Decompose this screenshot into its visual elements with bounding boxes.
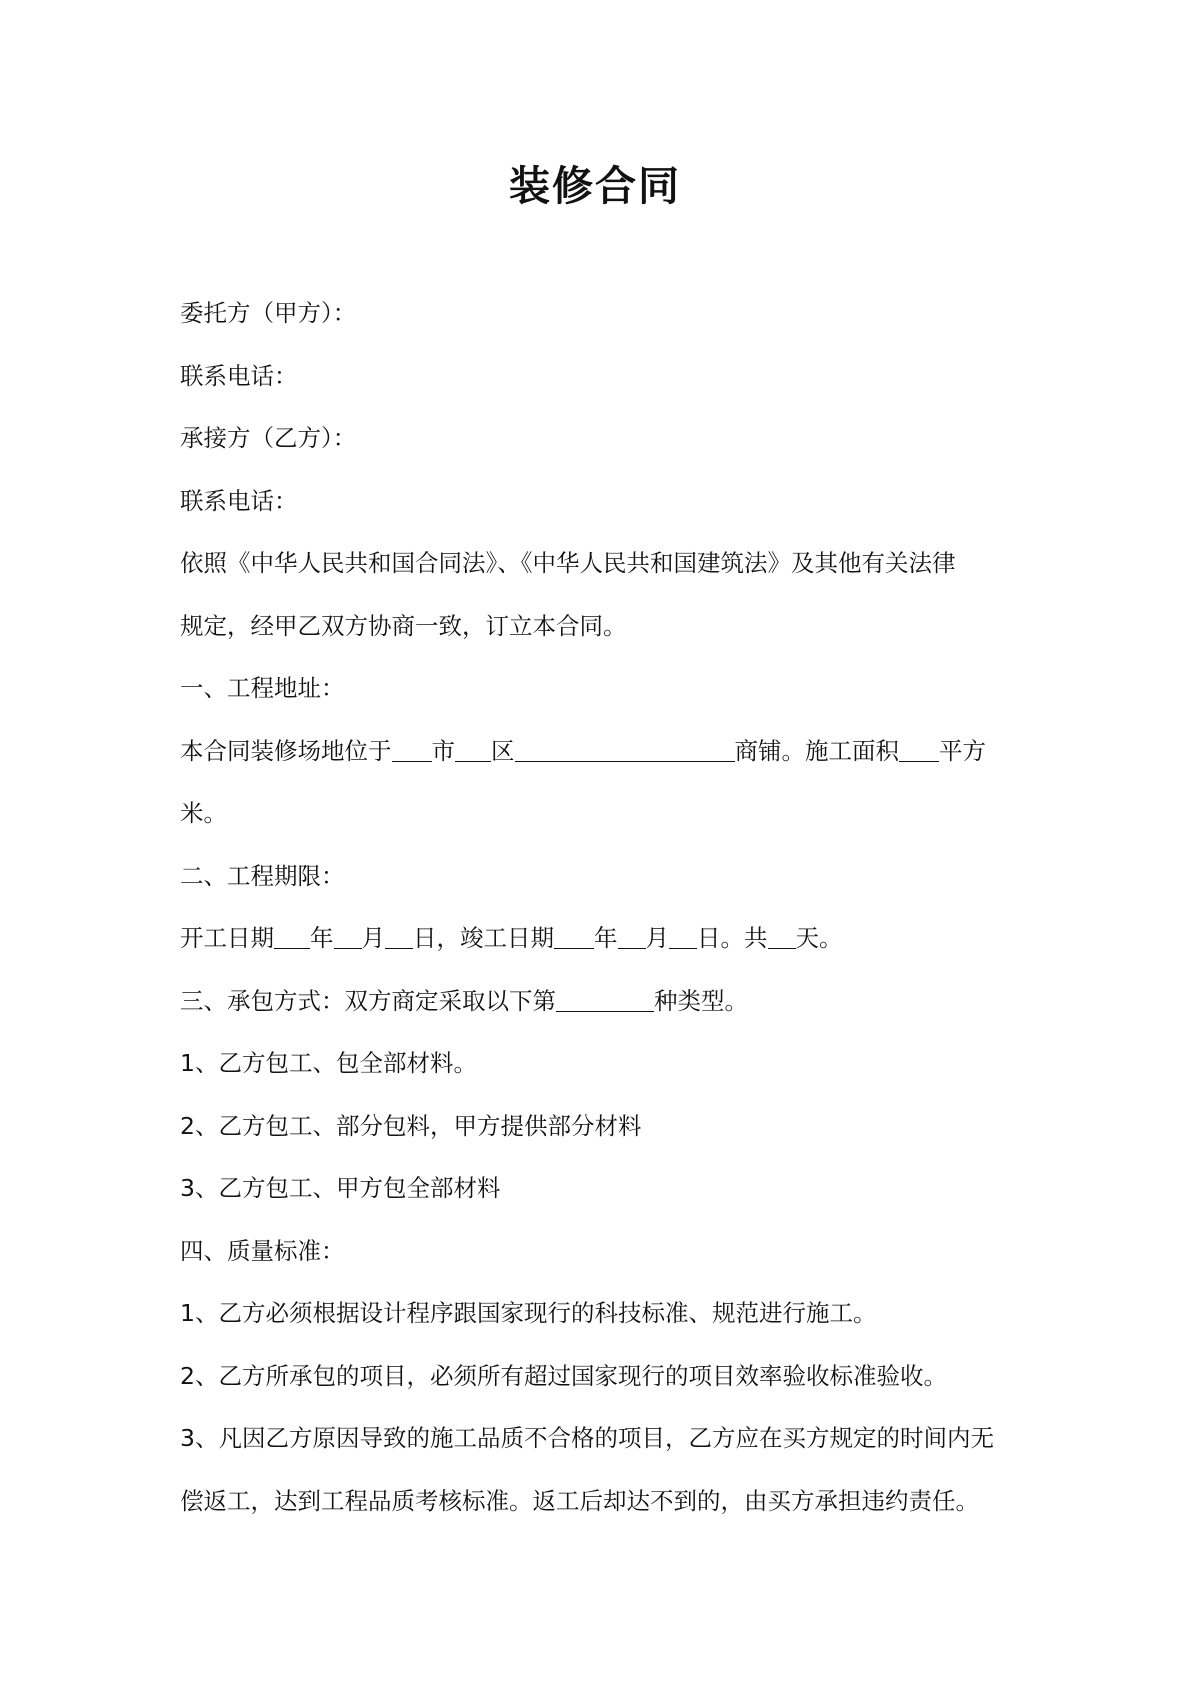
section-1-unit-line: 米。: [180, 799, 227, 827]
text-segment: 区: [491, 736, 515, 765]
section-4-item-3: 3、凡因乙方原因导致的施工品质不合格的项目，乙方应在买方规定的时间内无: [180, 1424, 994, 1452]
text-segment: 年: [310, 924, 334, 952]
area-blank: [899, 735, 939, 762]
text-segment: 日，竣工日期: [413, 924, 554, 952]
section-1-heading: 一、工程地址：: [180, 674, 345, 702]
start-month-blank: [334, 922, 362, 949]
section-3-item-3: 3、乙方包工、甲方包全部材料: [180, 1174, 501, 1202]
text-segment: 三、承包方式：双方商定采取以下第: [180, 986, 556, 1015]
text-segment: 商铺。施工面积: [734, 736, 899, 765]
section-1-address-line: [180, 720, 1020, 783]
preamble-line-1: 依照《中华人民共和国合同法》、《中华人民共和国建筑法》及其他有关法律: [180, 549, 956, 577]
party-b-label: 承接方（乙方）：: [180, 424, 357, 452]
text-segment: 种类型。: [654, 986, 748, 1015]
text-segment: 市: [431, 736, 455, 765]
party-b-phone-label: 联系电话：: [180, 486, 298, 515]
section-2-heading: 二、工程期限：: [180, 861, 345, 890]
text-segment: 平方: [939, 736, 986, 765]
section-4-item-2: 2、乙方所承包的项目，必须所有超过国家现行的项目效率验收标准验收。: [180, 1361, 947, 1390]
section-2-dates-line: [180, 907, 1020, 970]
document-title: 装修合同: [509, 162, 681, 210]
start-day-blank: [385, 922, 413, 949]
document-body: [180, 282, 1020, 1532]
section-3-item-2: 2、乙方包工、部分包料，甲方提供部分材料: [180, 1111, 642, 1140]
text-segment: 天。: [795, 924, 843, 952]
section-4-heading: 四、质量标准：: [180, 1236, 345, 1265]
text-segment: 开工日期: [180, 924, 274, 952]
text-segment: 月: [361, 924, 385, 952]
end-day-blank: [669, 922, 697, 949]
total-days-blank: [768, 922, 796, 949]
section-3-item-1: 1、乙方包工、包全部材料。: [180, 1049, 477, 1077]
shop-address-blank: [515, 735, 735, 762]
text-segment: 本合同装修场地位于: [180, 736, 392, 765]
section-4-item-3-continued: 偿返工，达到工程品质考核标准。返工后却达不到的，由买方承担违约责任。: [180, 1486, 979, 1515]
text-segment: 日。共: [697, 924, 768, 952]
preamble-line-2: 规定，经甲乙双方协商一致，订立本合同。: [180, 611, 627, 640]
party-a-label: 委托方（甲方）：: [180, 299, 357, 327]
party-a-phone-label: 联系电话：: [180, 361, 298, 390]
text-segment: 年: [594, 924, 618, 952]
text-segment: 月: [645, 924, 669, 952]
end-year-blank: [554, 922, 594, 949]
end-month-blank: [618, 922, 646, 949]
section-3-heading: [180, 970, 1020, 1033]
contract-type-blank: [556, 985, 654, 1012]
city-blank: [392, 735, 432, 762]
section-4-item-1: 1、乙方必须根据设计程序跟国家现行的科技标准、规范进行施工。: [180, 1299, 877, 1327]
district-blank: [455, 735, 491, 762]
start-year-blank: [274, 922, 310, 949]
